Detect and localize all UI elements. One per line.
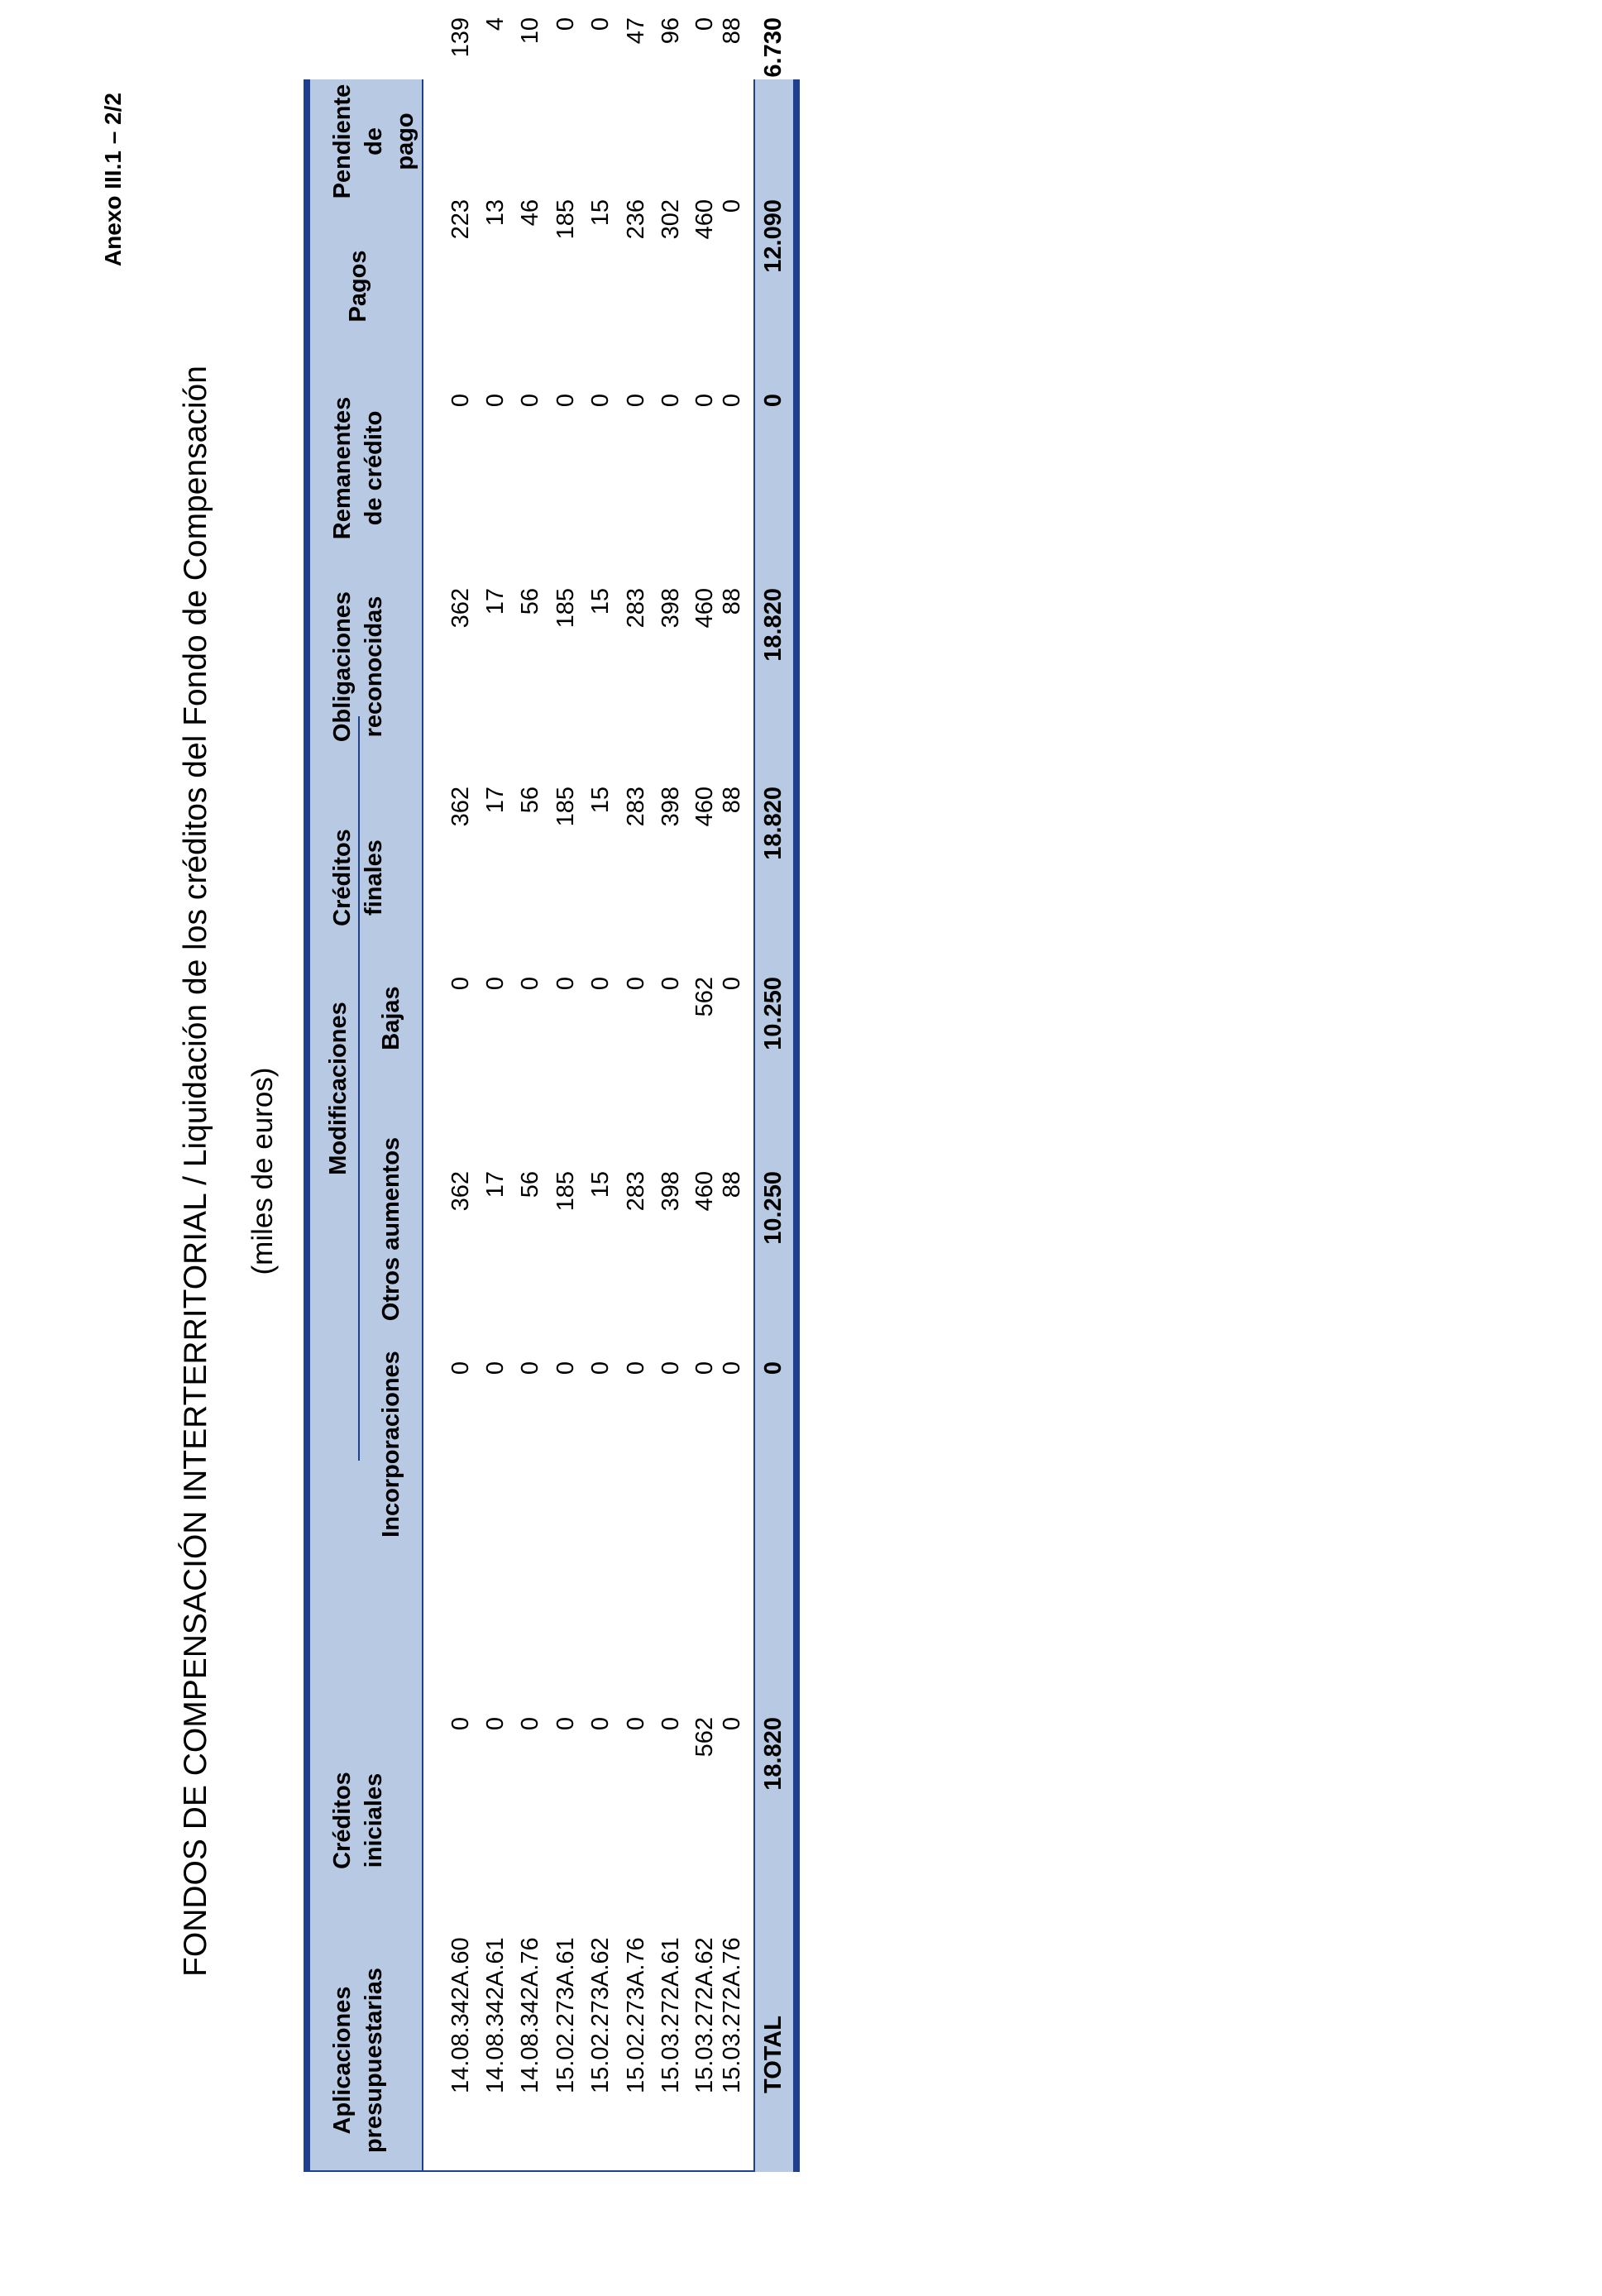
total-pendiente: 6.730 (760, 17, 787, 78)
cell-remanentes: 0 (517, 394, 543, 408)
cell-creditos-iniciales: 0 (587, 1717, 614, 1731)
cell-otros-aumentos: 398 (658, 1171, 684, 1212)
header-bajas: Bajas (378, 986, 404, 1050)
cell-bajas: 0 (552, 977, 579, 991)
cell-otros-aumentos: 15 (587, 1171, 614, 1198)
cell-bajas: 562 (691, 977, 718, 1017)
header-pagos: Pagos (345, 250, 371, 323)
cell-creditos-iniciales: 0 (719, 1717, 745, 1731)
table-row (479, 17, 512, 2172)
cell-pagos: 15 (587, 199, 614, 227)
cell-pagos: 460 (691, 199, 718, 240)
cell-bajas: 0 (719, 977, 745, 991)
header-otros-aumentos: Otros aumentos (378, 1136, 404, 1322)
cell-otros-aumentos: 185 (552, 1171, 579, 1212)
cell-creditos-iniciales: 0 (447, 1717, 474, 1731)
cell-aplicacion: 14.08.342A.76 (517, 1937, 543, 2093)
cell-aplicacion: 15.03.272A.61 (658, 1937, 684, 2093)
page-subtitle: (miles de euros) (246, 1067, 279, 1275)
header-pendiente-line1: Pendiente de (329, 84, 387, 199)
header-remanentes-line1: Remanentes (329, 396, 356, 540)
total-iniciales: 18.820 (760, 1717, 787, 1791)
total-pagos: 12.090 (760, 199, 787, 273)
header-remanentes-line2: de crédito (361, 410, 387, 526)
header-finales-line1: Créditos (329, 829, 356, 926)
cell-pendiente: 47 (623, 17, 649, 45)
cell-creditos-finales: 17 (482, 787, 509, 814)
table-row (444, 17, 477, 2172)
table-row (514, 17, 547, 2172)
header-aplicaciones (327, 1949, 390, 2172)
cell-otros-aumentos: 17 (482, 1171, 509, 1198)
cell-otros-aumentos: 56 (517, 1171, 543, 1198)
header-iniciales-line1: Créditos (329, 1772, 356, 1869)
cell-obligaciones: 88 (719, 588, 745, 615)
header-iniciales-line2: iniciales (361, 1772, 387, 1868)
cell-creditos-iniciales: 0 (517, 1717, 543, 1731)
cell-incorporaciones: 0 (658, 1361, 684, 1375)
cell-creditos-iniciales: 562 (691, 1717, 718, 1758)
cell-creditos-finales: 362 (447, 787, 474, 827)
table-top-border (304, 79, 310, 2172)
cell-pendiente: 88 (719, 17, 745, 45)
header-creditos-finales (327, 795, 390, 960)
table-row (549, 17, 582, 2172)
cell-pagos: 185 (552, 199, 579, 240)
cell-pendiente: 0 (587, 17, 614, 31)
total-remanentes: 0 (760, 394, 787, 408)
cell-obligaciones: 17 (482, 588, 509, 615)
total-finales: 18.820 (760, 787, 787, 860)
cell-creditos-finales: 398 (658, 787, 684, 827)
cell-aplicacion: 15.02.273A.62 (587, 1937, 614, 2093)
cell-pendiente: 96 (658, 17, 684, 45)
header-pendiente-line2: pago (392, 112, 418, 170)
cell-pendiente: 0 (691, 17, 718, 31)
cell-aplicacion: 15.03.272A.62 (691, 1937, 718, 2093)
header-incorporaciones: Incorporaciones (378, 1351, 404, 1538)
cell-remanentes: 0 (447, 394, 474, 408)
cell-obligaciones: 460 (691, 588, 718, 629)
cell-obligaciones: 56 (517, 588, 543, 615)
cell-creditos-finales: 56 (517, 787, 543, 814)
cell-creditos-iniciales: 0 (552, 1717, 579, 1731)
cell-remanentes: 0 (658, 394, 684, 408)
header-creditos-iniciales (327, 1738, 390, 1903)
annex-label: Anexo III.1 – 2/2 (100, 93, 126, 267)
cell-bajas: 0 (517, 977, 543, 991)
cell-creditos-finales: 283 (623, 787, 649, 827)
cell-incorporaciones: 0 (691, 1361, 718, 1375)
cell-pagos: 46 (517, 199, 543, 227)
cell-creditos-finales: 460 (691, 787, 718, 827)
cell-pagos: 0 (719, 199, 745, 213)
total-incorporaciones: 0 (760, 1361, 787, 1375)
total-row (757, 17, 790, 2172)
cell-aplicacion: 15.02.273A.76 (623, 1937, 649, 2093)
cell-otros-aumentos: 88 (719, 1171, 745, 1198)
header-divider (422, 79, 423, 2172)
cell-creditos-finales: 88 (719, 787, 745, 814)
cell-obligaciones: 283 (623, 588, 649, 629)
cell-bajas: 0 (623, 977, 649, 991)
cell-otros-aumentos: 362 (447, 1171, 474, 1212)
table-bottom-border (793, 79, 800, 2172)
cell-remanentes: 0 (691, 394, 718, 408)
cell-obligaciones: 15 (587, 588, 614, 615)
cell-incorporaciones: 0 (482, 1361, 509, 1375)
cell-pagos: 223 (447, 199, 474, 240)
cell-incorporaciones: 0 (447, 1361, 474, 1375)
header-remanentes (327, 373, 390, 563)
cell-incorporaciones: 0 (719, 1361, 745, 1375)
header-obligaciones-line2: reconocidas (361, 596, 387, 738)
table-row (584, 17, 617, 2172)
cell-bajas: 0 (587, 977, 614, 991)
cell-otros-aumentos: 283 (623, 1171, 649, 1212)
cell-creditos-finales: 185 (552, 787, 579, 827)
cell-obligaciones: 362 (447, 588, 474, 629)
cell-incorporaciones: 0 (587, 1361, 614, 1375)
total-otros-aumentos: 10.250 (760, 1171, 787, 1245)
cell-incorporaciones: 0 (623, 1361, 649, 1375)
cell-bajas: 0 (482, 977, 509, 991)
header-modificaciones: Modificaciones (325, 1002, 351, 1175)
cell-incorporaciones: 0 (552, 1361, 579, 1375)
header-aplicaciones-line1: Aplicaciones (329, 1986, 356, 2135)
header-obligaciones (327, 572, 390, 762)
page-title: FONDOS DE COMPENSACIÓN INTERTERRITORIAL / Liquidación de los créditos del Fondo de Compensación (178, 366, 213, 1977)
table-row (715, 17, 748, 2172)
cell-aplicacion: 15.02.273A.61 (552, 1937, 579, 2093)
cell-pendiente: 4 (482, 17, 509, 31)
cell-remanentes: 0 (719, 394, 745, 408)
total-obligaciones: 18.820 (760, 588, 787, 662)
header-pendiente (327, 71, 421, 212)
total-bajas: 10.250 (760, 977, 787, 1050)
cell-obligaciones: 398 (658, 588, 684, 629)
cell-creditos-iniciales: 0 (658, 1717, 684, 1731)
cell-obligaciones: 185 (552, 588, 579, 629)
cell-bajas: 0 (658, 977, 684, 991)
header-finales-line2: finales (361, 839, 387, 916)
cell-aplicacion: 15.03.272A.76 (719, 1937, 745, 2093)
cell-creditos-finales: 15 (587, 787, 614, 814)
cell-creditos-iniciales: 0 (482, 1717, 509, 1731)
cell-otros-aumentos: 460 (691, 1171, 718, 1212)
table-row (654, 17, 687, 2172)
cell-aplicacion: 14.08.342A.61 (482, 1937, 509, 2093)
header-obligaciones-line1: Obligaciones (329, 591, 356, 743)
cell-pagos: 236 (623, 199, 649, 240)
cell-remanentes: 0 (482, 394, 509, 408)
total-label: TOTAL (760, 2016, 787, 2093)
cell-bajas: 0 (447, 977, 474, 991)
cell-pagos: 13 (482, 199, 509, 227)
cell-remanentes: 0 (552, 394, 579, 408)
cell-remanentes: 0 (587, 394, 614, 408)
cell-creditos-iniciales: 0 (623, 1717, 649, 1731)
table-row (619, 17, 653, 2172)
cell-pendiente: 0 (552, 17, 579, 31)
cell-remanentes: 0 (623, 394, 649, 408)
cell-pendiente: 139 (447, 17, 474, 58)
cell-pagos: 302 (658, 199, 684, 240)
cell-incorporaciones: 0 (517, 1361, 543, 1375)
header-aplicaciones-line2: presupuestarias (361, 1967, 387, 2154)
cell-aplicacion: 14.08.342A.60 (447, 1937, 474, 2093)
cell-pendiente: 10 (517, 17, 543, 45)
